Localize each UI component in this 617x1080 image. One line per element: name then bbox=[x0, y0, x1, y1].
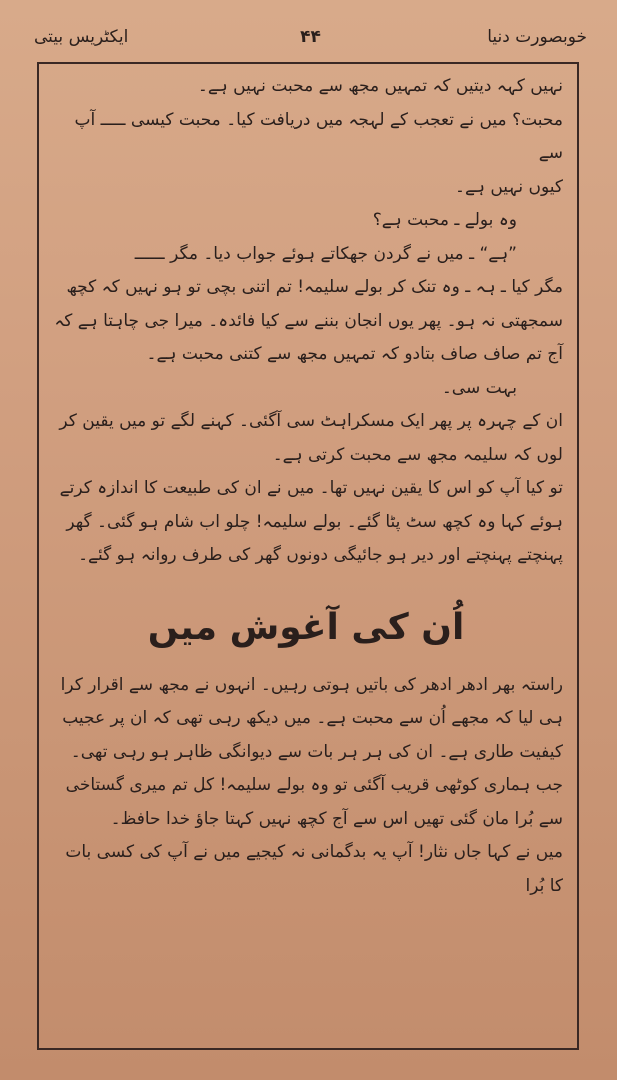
paragraph: ان کے چہرہ پر پھر ایک مسکراہٹ سی آگئی۔ کہنے لگے تو میں یقین کر لوں کہ سلیمہ مجھ سے محبت کرتی ہے۔ bbox=[59, 411, 563, 465]
paragraph: تو کیا آپ کو اس کا یقین نہیں تھا۔ میں نے ان کی طبیعت کا اندازہ کرتے ہوئے کہا وہ کچھ سٹ پٹا گئے۔ بولے سلیمہ! چلو اب شام ہو گئی۔ گھر پہنچتے پہنچتے اور دیر ہو جائیگی دونوں گھر کی طرف روانہ ہو گئے۔ bbox=[59, 478, 563, 565]
paragraph: بہت سی۔ bbox=[441, 377, 517, 398]
header-magazine-title: خوبصورت دنیا bbox=[487, 27, 587, 47]
paragraph: ”ہے“ ـ میں نے گردن جھکاتے ہوئے جواب دیا۔ مگر ــــــ bbox=[134, 243, 517, 264]
paragraph: راستہ بھر ادھر ادھر کی باتیں ہوتی رہیں۔ انہوں نے مجھ سے اقرار کرا ہی لیا کہ مجھے اُن سے محبت ہے۔ میں دیکھ رہی تھی کہ ان پر عجیب کیفیت طاری ہے۔ ان کی ہر ہر بات سے دیوانگی ظاہر ہو رہی تھی۔ جب ہماری کوٹھی قریب آگئی تو وہ بولے سلیمہ! کل تم میری گستاخی سے بُرا مان گئی تھیں اس سے آج کچھ نہیں کہتا جاؤ خدا حافظ۔ bbox=[60, 674, 563, 829]
paragraph: مگر کیا ـ ہہ ـ وہ تنک کر بولے سلیمہ! تم اتنی بچی تو ہو نہیں کہ کچھ سمجھتی نہ ہو۔ پھر یوں انجان بننے سے کیا فائدہ۔ میرا جی چاہتا ہے کہ آج تم صاف صاف بتادو کہ تمہیں مجھ سے کتنی محبت ہے۔ bbox=[54, 277, 563, 364]
paragraph: وہ بولے ـ محبت ہے؟ bbox=[372, 210, 517, 230]
paragraph: محبت؟ میں نے تعجب کے لہجہ میں دریافت کیا۔ محبت کیسی ـــــ آپ سے bbox=[74, 109, 563, 163]
page-number: ۴۴ bbox=[300, 27, 321, 47]
body-text bbox=[49, 70, 563, 903]
paragraph: کیوں نہیں ہے۔ bbox=[455, 176, 563, 197]
section-heading: اُن کی آغوش میں bbox=[147, 606, 465, 648]
paragraph: میں نے کہا جاں نثار! آپ یہ بدگمانی نہ کیجیے میں نے آپ کی کسی بات کا بُرا bbox=[65, 842, 563, 896]
text-frame bbox=[37, 62, 579, 1050]
running-header bbox=[34, 24, 587, 54]
header-series-title: ایکٹریس بیتی bbox=[34, 27, 129, 47]
paragraph: نہیں کہہ دیتیں کہ تمہیں مجھ سے محبت نہیں ہے۔ bbox=[197, 76, 563, 96]
